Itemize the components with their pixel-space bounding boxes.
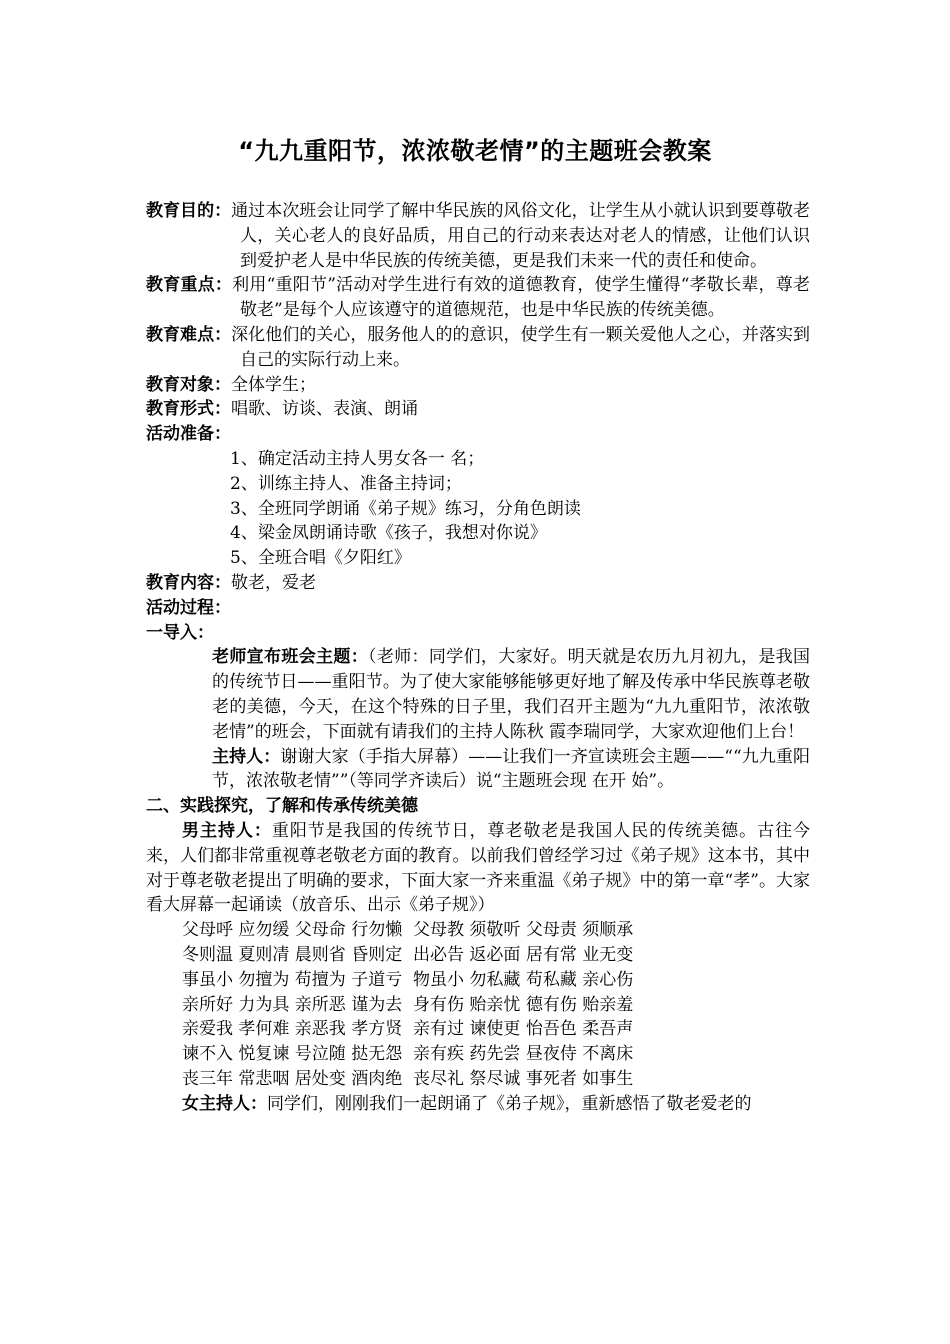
host-text: 谢谢大家（手指大屏幕）——让我们一齐宣读班会主题——““九九重阳节，浓浓敬老情””（等同学齐读后）说“主题班会现 在开 始”。 (212, 746, 810, 792)
teacher-paragraph (146, 645, 810, 744)
poem-line: 亲爱我 孝何难 亲恶我 孝方贤 亲有过 谏使更 怡吾色 柔吾声 (182, 1019, 634, 1040)
part1-heading-text: 一导入： (146, 622, 214, 643)
audience-paragraph (146, 373, 810, 398)
poem-line: 丧三年 常悲咽 居处变 酒肉绝 丧尽礼 祭尽诚 事死者 如事生 (182, 1068, 634, 1089)
part2-heading (146, 794, 810, 819)
prep-heading (146, 422, 810, 447)
part1-heading (146, 621, 810, 646)
document-body (146, 199, 810, 1116)
poem-line: 父母呼 应勿缓 父母命 行勿懒 父母教 须敬听 父母责 须顺承 (182, 920, 634, 941)
part2-heading-text: 二、实践探究，了解和传承传统美德 (146, 796, 418, 817)
process-label: 活动过程： (146, 597, 231, 618)
goal-paragraph (146, 199, 810, 273)
poem-line: 事虽小 勿擅为 苟擅为 子道亏 物虽小 勿私藏 苟私藏 亲心伤 (182, 969, 634, 990)
female-host-paragraph (146, 1092, 810, 1117)
female-host-text: 同学们，刚刚我们一起朗诵了《弟子规》，重新感悟了敬老爱老的 (267, 1093, 752, 1114)
prep-item: 3、全班同学朗诵《弟子规》练习，分角色朗读 (230, 498, 581, 519)
difficulty-label: 教育难点： (146, 324, 232, 345)
document-title: “九九重阳节，浓浓敬老情”的主题班会教案 (238, 137, 712, 165)
prep-item: 4、梁金凤朗诵诗歌《孩子，我想对你说》 (230, 523, 547, 544)
host-paragraph (146, 745, 810, 795)
form-text: 唱歌、访谈、表演、朗诵 (231, 399, 418, 420)
difficulty-text: 深化他们的关心，服务他人的的意识，使学生有一颗关爱他人之心，并落实到自己的实际行动上来。 (231, 324, 811, 370)
teacher-text: （老师：同学们，大家好。明天就是农历九月初九，是我国的传统节日——重阳节。为了使大家能够能够更好地了解及传承中华民族尊老敬老的美德，今天，在这个特殊的日子里，我们召开主题为“九九重阳节，浓浓敬老情”的班会，下面就有请我们的主持人陈秋 霞李瑞同学，大家欢迎他们上台！ (212, 647, 811, 742)
poem-line: 冬则温 夏则凊 晨则省 昏则定 出必告 返必面 居有常 业无变 (182, 944, 634, 965)
prep-item: 5、全班合唱《夕阳红》 (230, 548, 411, 569)
male-host-text: 重阳节是我国的传统节日，尊老敬老是我国人民的传统美德。古往今来，人们都非常重视尊老敬老方面的教育。以前我们曾经学习过《弟子规》这本书，其中对于尊老敬老提出了明确的要求，下面大家一齐来重温《弟子规》中的第一章“孝”。大家看大屏幕一起诵读（放音乐、出示《弟子规》） (146, 820, 811, 916)
focus-text: 利用“重阳节”活动对学生进行有效的道德教育，使学生懂得“孝敬长辈，尊老敬老”是每个人应该遵守的道德规范，也是中华民族的传统美德。 (232, 275, 811, 321)
process-heading (146, 596, 810, 621)
content-label: 教育内容： (146, 572, 231, 593)
male-host-paragraph (146, 819, 810, 918)
poem-line: 谏不入 悦复谏 号泣随 挞无怨 亲有疾 药先尝 昼夜侍 不离床 (182, 1044, 634, 1065)
host-label: 主持人： (212, 746, 281, 767)
form-label: 教育形式： (146, 399, 231, 420)
male-host-label: 男主持人： (182, 820, 272, 841)
content-paragraph (146, 571, 810, 596)
focus-label: 教育重点： (146, 275, 233, 296)
goal-text: 通过本次班会让同学了解中华民族的风俗文化，让学生从小就认识到要尊敬老人，关心老人的良好品质，用自己的行动来表达对老人的情感，让他们认识到爱护老人是中华民族的传统美德，更是我们未来一代的责任和使命。 (231, 201, 811, 271)
content-text: 敬老，爱老 (231, 572, 316, 593)
prep-item: 1、确定活动主持人男女各一 名； (230, 448, 485, 469)
focus-paragraph (146, 273, 810, 323)
poem-line: 亲所好 力为具 亲所恶 谨为去 身有伤 贻亲忧 德有伤 贻亲羞 (182, 994, 634, 1015)
audience-text: 全体学生； (231, 374, 316, 395)
goal-label: 教育目的： (146, 201, 232, 221)
prep-item: 2、训练主持人、准备主持词； (230, 473, 462, 494)
female-host-label: 女主持人： (182, 1093, 267, 1114)
difficulty-paragraph (146, 323, 810, 373)
audience-label: 教育对象： (146, 374, 231, 395)
prep-label: 活动准备： (146, 424, 231, 445)
teacher-label: 老师宣布班会主题： (212, 647, 369, 668)
form-paragraph (146, 397, 810, 422)
